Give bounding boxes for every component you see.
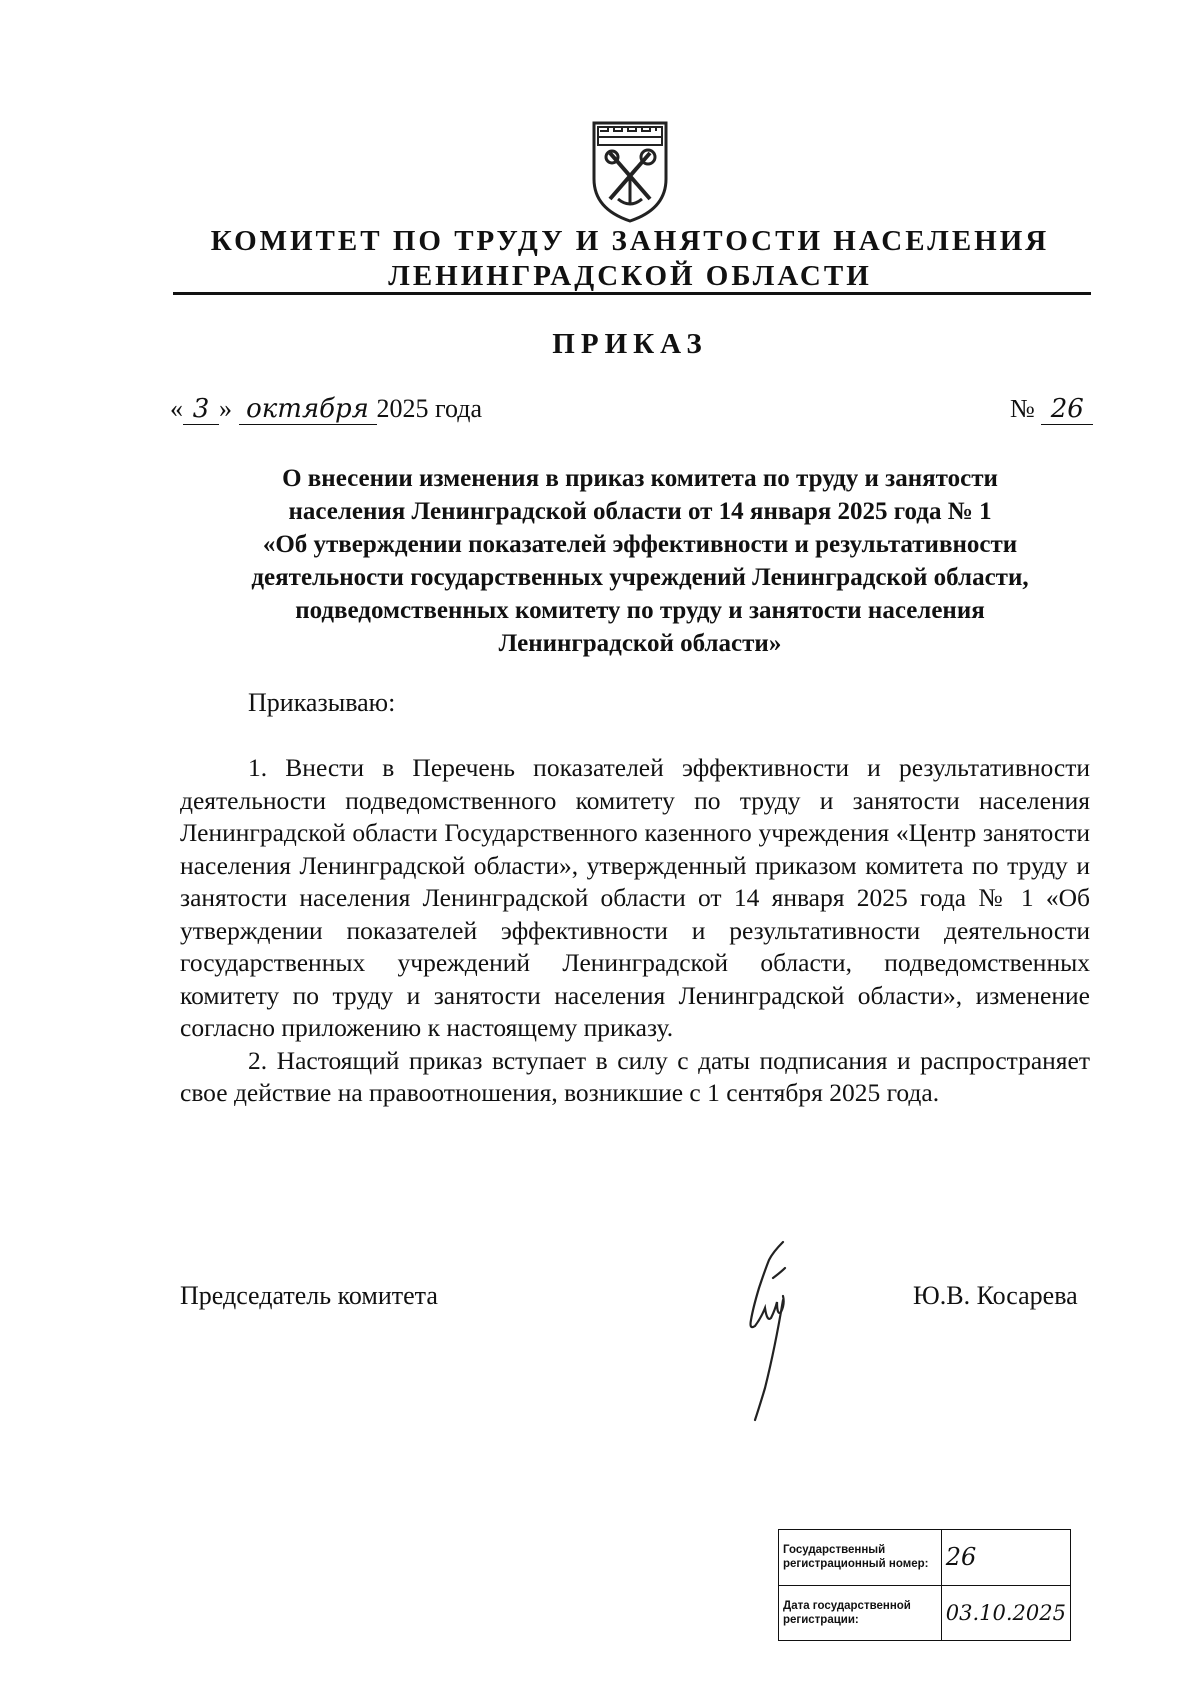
registration-date-label: Дата государственной регистрации: [779, 1585, 942, 1641]
body-paragraph-1: 1. Внести в Перечень показателей эффективности и результативности деятельности подведомственного комитету по труду и занятости населения Ленинградской области Государственного казенного учреждения «Центр занятости населения Ленинградской области», утвержденный приказом комитета по труду и занятости населения Ленинградской области от 14 января 2025 года № 1 «Об утверждении показателей эффективности и результативности деятельности государственных учреждений Ленинградской области, подведомственных комитету по труду и занятости населения Ленинградской области», изменение согласно приложению к настоящему приказу. [180, 753, 1090, 1042]
date-month: октября [239, 394, 377, 425]
date-close-quote: » [219, 394, 232, 423]
document-date [170, 394, 482, 425]
document-body [180, 752, 1090, 1110]
subject-line: О внесении изменения в приказ комитета по труду и занятости [282, 465, 998, 492]
org-name-line-2: ЛЕНИНГРАДСКОЙ ОБЛАСТИ [388, 260, 872, 292]
subject-line: населения Ленинградской области от 14 января 2025 года № 1 [288, 498, 992, 525]
date-open-quote: « [170, 394, 183, 423]
subject-line: Ленинградской области» [498, 630, 782, 657]
date-day: 3 [183, 394, 219, 425]
subject-line: деятельности государственных учреждений Ленинградской области, [251, 564, 1029, 591]
organization-name [160, 224, 1100, 294]
document-subject [180, 462, 1100, 660]
leningrad-oblast-coat-of-arms-icon [588, 117, 672, 225]
document-number [1010, 394, 1093, 425]
signer-title: Председатель комитета [180, 1281, 438, 1310]
number-label: № [1010, 394, 1035, 423]
number-value: 26 [1041, 394, 1093, 425]
subject-line: «Об утверждении показателей эффективности и результативности [262, 531, 1018, 558]
document-type: ПРИКАЗ [552, 328, 708, 360]
body-paragraph-2: 2. Настоящий приказ вступает в силу с даты подписания и распространяет свое действие на правоотношения, возникшие с 1 сентября 2025 года. [180, 1045, 1090, 1107]
handwritten-signature [725, 1238, 805, 1423]
registration-date-value: 03.10.2025 [941, 1585, 1070, 1641]
header-divider [173, 292, 1091, 295]
order-directive: Приказываю: [248, 688, 396, 717]
date-year: 2025 года [376, 394, 483, 423]
registration-number-label: Государственный регистрационный номер: [779, 1530, 942, 1586]
registration-number-value: 26 [941, 1530, 1070, 1586]
subject-line: подведомственных комитету по труду и занятости населения [295, 597, 985, 624]
registration-stamp [778, 1529, 1071, 1641]
signer-name: Ю.В. Косарева [913, 1281, 1078, 1310]
org-name-line-1: КОМИТЕТ ПО ТРУДУ И ЗАНЯТОСТИ НАСЕЛЕНИЯ [210, 225, 1050, 257]
